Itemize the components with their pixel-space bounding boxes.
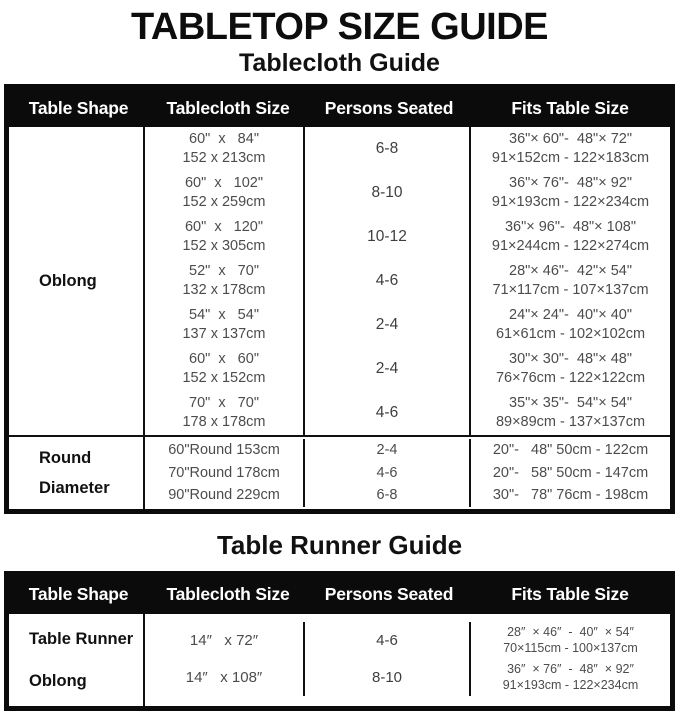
runner-section (9, 614, 670, 706)
fits-inches: 36″ × 76″ - 48″ × 92″ (507, 661, 634, 676)
fits-cm: 91×193cm - 122×234cm (502, 678, 639, 692)
fits-cm: 70×115cm - 100×137cm (503, 641, 638, 655)
persons-seated-cell (303, 215, 469, 259)
size-inches: 54" x 54" (189, 306, 259, 323)
fits-table-size-cell: 30"- 78" 76cm - 198cm (469, 484, 670, 507)
fits-table-size-cell (469, 215, 670, 259)
column-header-tablecloth-size: Tablecloth Size (166, 584, 290, 604)
size-inches: 70" x 70" (189, 394, 259, 411)
persons-seated-cell (303, 622, 469, 659)
tablecloth-size-cell (145, 347, 303, 391)
persons-seated-cell: 2-4 (303, 439, 469, 462)
persons-value: 10-12 (367, 228, 407, 245)
fits-cm: 91×193cm - 122×234cm (491, 194, 650, 210)
size-cm: 178 x 178cm (182, 414, 266, 430)
fits-cm: 71×117cm - 107×137cm (492, 282, 649, 298)
tablecloth-size-cell: 70"Round 178cm (168, 464, 280, 481)
column-header-tablecloth-size: Tablecloth Size (166, 97, 290, 118)
fits-table-size-cell (469, 259, 670, 303)
shape-cell-oblong (9, 127, 143, 435)
fits-table-size-cell: 20"- 48" 50cm - 122cm (469, 439, 670, 462)
size-inches: 60" x 84" (189, 130, 259, 147)
size-inches: 60" x 120" (184, 218, 263, 235)
tablecloth-guide-heading: Tablecloth Guide (239, 49, 440, 77)
persons-value: 8-10 (371, 184, 403, 201)
tablecloth-size-cell: 60"Round 153cm (168, 442, 280, 459)
persons-seated-cell: 4-6 (303, 462, 469, 485)
fits-inches: 36"× 96"- 48"× 108" (504, 218, 637, 235)
shape-label: Oblong (39, 272, 97, 290)
column-header-table-shape: Table Shape (28, 584, 129, 604)
size-cm: 132 x 178cm (182, 282, 266, 298)
tablecloth-size-cell: 90"Round 229cm (168, 487, 280, 504)
size-inches: 52" x 70" (189, 262, 259, 279)
table-row (145, 462, 670, 485)
persons-seated-cell (303, 259, 469, 303)
table-row (145, 127, 670, 171)
size-inches: 60" x 102" (184, 174, 263, 191)
column-header-persons-seated: Persons Seated (324, 97, 454, 118)
fits-table-size-cell (469, 127, 670, 171)
fits-inches: 24"× 24"- 40"× 40" (509, 306, 632, 323)
table-row (145, 659, 670, 696)
persons-seated-cell (303, 659, 469, 696)
size-inches: 60" x 60" (189, 350, 259, 367)
persons-value: 4-6 (375, 404, 399, 421)
persons-value: 4-6 (375, 272, 399, 289)
fits-cm: 76×76cm - 122×122cm (495, 370, 646, 386)
round-rows (143, 437, 670, 509)
table-row (145, 259, 670, 303)
table-row (145, 439, 670, 462)
column-header-table-shape: Table Shape (28, 97, 129, 118)
fits-inches: 28″ × 46″ - 40″ × 54″ (507, 624, 634, 639)
fits-table-size-cell (469, 659, 670, 696)
runner-rows (143, 614, 670, 706)
column-header-persons-seated: Persons Seated (324, 584, 454, 604)
persons-value: 2-4 (375, 316, 399, 333)
tablecloth-table-header (9, 89, 670, 127)
fits-inches: 35"× 35"- 54"× 54" (509, 394, 632, 411)
fits-table-size-cell: 20"- 58" 50cm - 147cm (469, 462, 670, 485)
persons-seated-cell (303, 303, 469, 347)
tablecloth-size-cell (145, 259, 303, 303)
tablecloth-size-cell (145, 127, 303, 171)
persons-seated-cell (303, 347, 469, 391)
fits-inches: 28"× 46"- 42"× 54" (509, 262, 632, 279)
shape-label: Round (39, 448, 92, 467)
table-row (145, 484, 670, 507)
page-title: TABLETOP SIZE GUIDE (131, 6, 548, 48)
tablecloth-guide-table (4, 84, 675, 514)
table-row (145, 622, 670, 659)
fits-table-size-cell (469, 171, 670, 215)
size-inches: 14″ x 72″ (189, 631, 259, 649)
fits-cm: 91×152cm - 122×183cm (491, 150, 650, 166)
persons-value: 2-4 (375, 360, 399, 377)
persons-value: 8-10 (371, 668, 403, 686)
oblong-section (9, 127, 670, 435)
tablecloth-size-cell (145, 171, 303, 215)
fits-cm: 61×61cm - 102×102cm (495, 326, 646, 342)
fits-inches: 30"× 30"- 48"× 48" (509, 350, 632, 367)
size-cm: 152 x 259cm (182, 194, 266, 210)
column-header-fits-table-size: Fits Table Size (511, 584, 629, 604)
fits-inches: 36"× 60"- 48"× 72" (509, 130, 632, 147)
tablecloth-size-cell (145, 303, 303, 347)
table-runner-guide-heading: Table Runner Guide (216, 529, 463, 560)
persons-seated-cell: 6-8 (303, 484, 469, 507)
fits-table-size-cell (469, 622, 670, 659)
table-row (145, 347, 670, 391)
fits-table-size-cell (469, 391, 670, 435)
runner-table-header (9, 576, 670, 614)
fits-inches: 36"× 76"- 48"× 92" (509, 174, 632, 191)
table-row (145, 171, 670, 215)
persons-value: 4-6 (376, 631, 398, 649)
size-cm: 137 x 137cm (182, 326, 266, 342)
shape-label: Table Runner (29, 629, 134, 648)
table-row (145, 303, 670, 347)
table-row (145, 215, 670, 259)
table-runner-guide-table (4, 571, 675, 711)
oblong-rows (143, 127, 670, 435)
fits-table-size-cell (469, 303, 670, 347)
size-inches: 14″ x 108″ (185, 668, 263, 686)
persons-seated-cell (303, 127, 469, 171)
column-header-fits-table-size: Fits Table Size (511, 97, 629, 118)
tablecloth-size-cell (145, 622, 303, 659)
shape-label: Diameter (39, 478, 110, 497)
persons-seated-cell (303, 171, 469, 215)
persons-value: 6-8 (375, 140, 399, 157)
persons-seated-cell (303, 391, 469, 435)
shape-label: Oblong (29, 671, 87, 690)
fits-cm: 91×244cm - 122×274cm (491, 238, 650, 254)
shape-cell-round-diameter (9, 437, 143, 509)
size-cm: 152 x 305cm (182, 238, 266, 254)
tablecloth-size-cell (145, 391, 303, 435)
table-row (145, 391, 670, 435)
size-cm: 152 x 213cm (182, 150, 266, 166)
fits-table-size-cell (469, 347, 670, 391)
fits-cm: 89×89cm - 137×137cm (495, 414, 646, 430)
tablecloth-size-cell (145, 215, 303, 259)
round-diameter-section (9, 435, 670, 509)
size-cm: 152 x 152cm (182, 370, 266, 386)
tablecloth-size-cell (145, 659, 303, 696)
shape-cell-table-runner (9, 614, 143, 706)
